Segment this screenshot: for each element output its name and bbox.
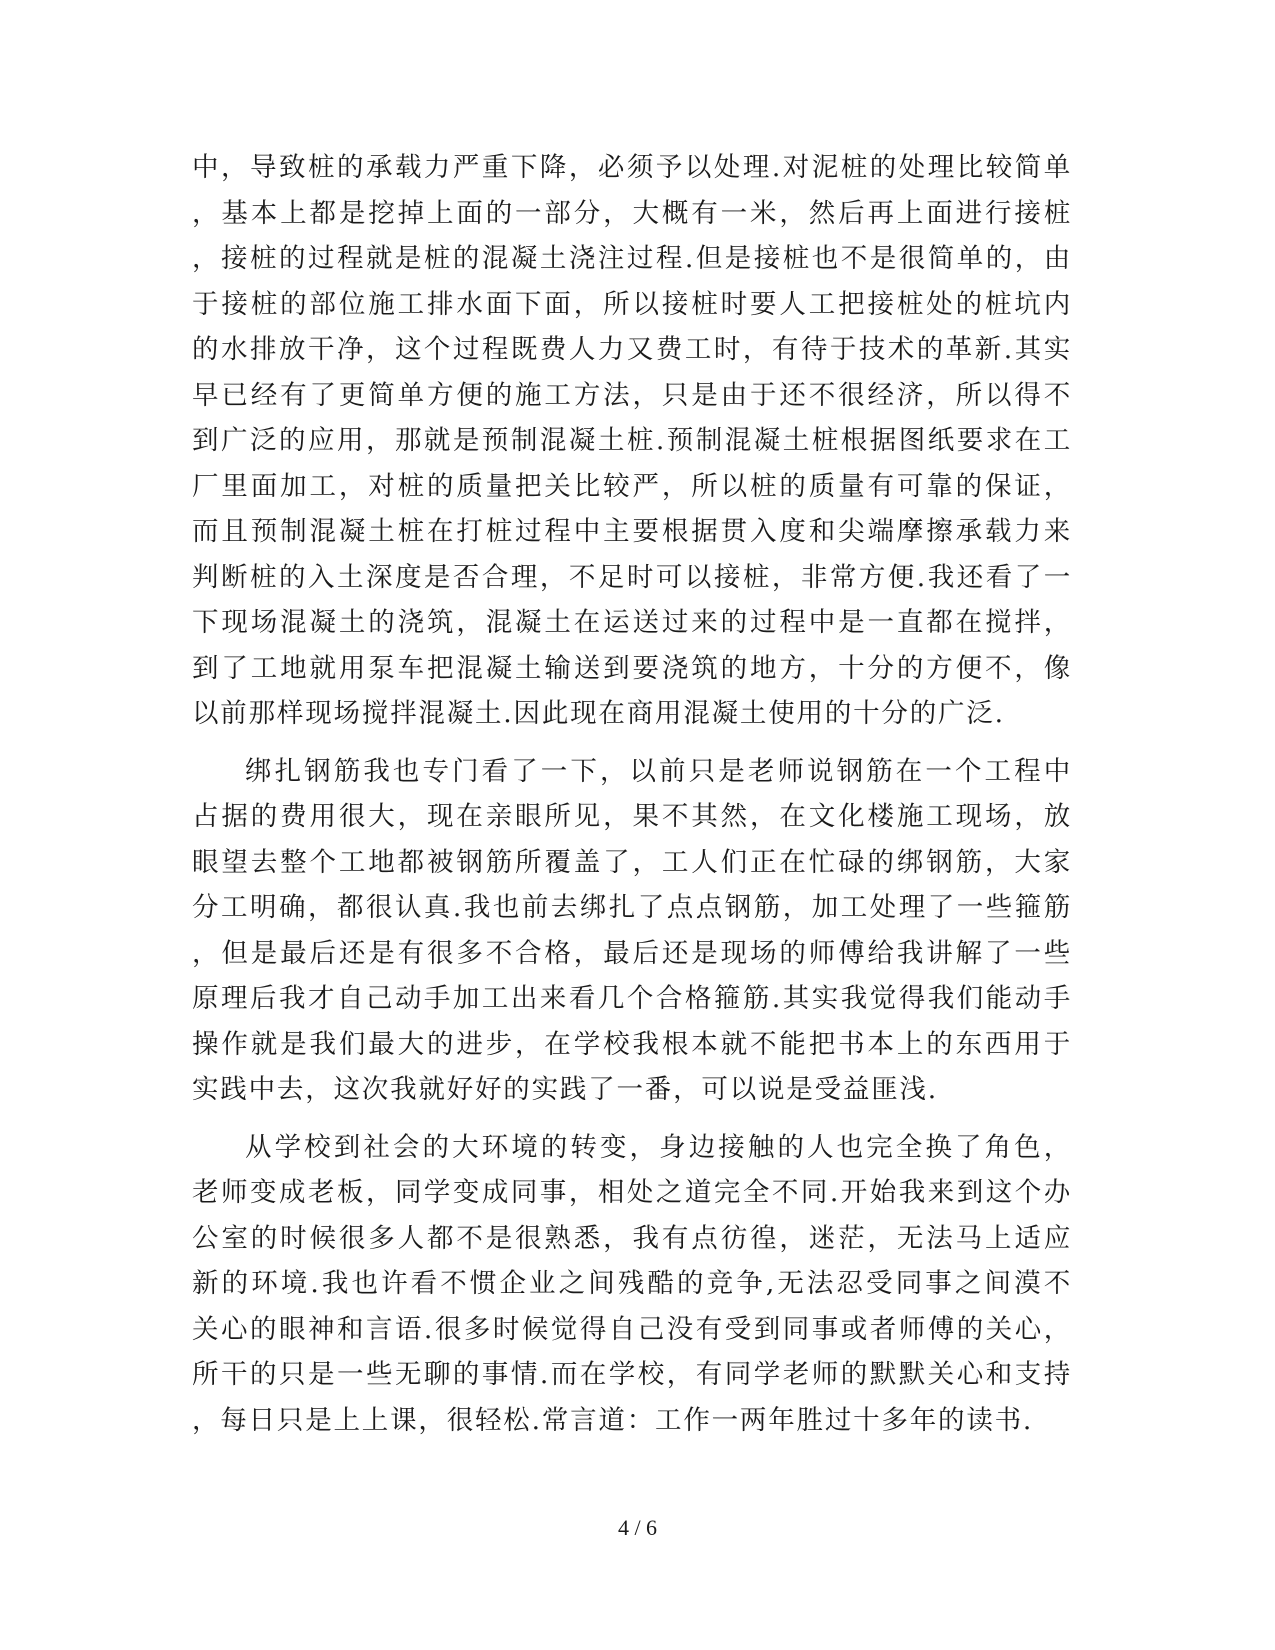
text-line: 判断桩的入土深度是否合理，不足时可以接桩，非常方便.我还看了一 <box>192 561 1072 593</box>
text-line: 于接桩的部位施工排水面下面，所以接桩时要人工把接桩处的桩坑内 <box>192 288 1072 320</box>
paragraph-school-to-society <box>192 1125 1072 1444</box>
text-line: 下现场混凝土的浇筑，混凝土在运送过来的过程中是一直都在搅拌， <box>192 607 1072 638</box>
text-line: ，每日只是上上课，很轻松.常言道：工作一两年胜过十多年的读书. <box>192 1404 1034 1436</box>
text-line: 中，导致桩的承载力严重下降，必须予以处理.对泥桩的处理比较简单 <box>192 152 1072 183</box>
text-line: ，基本上都是挖掉上面的一部分，大概有一米，然后再上面进行接桩 <box>192 197 1072 229</box>
text-line: 原理后我才自己动手加工出来看几个合格箍筋.其实我觉得我们能动手 <box>192 983 1072 1014</box>
text-line: 占据的费用很大，现在亲眼所见，果不其然，在文化楼施工现场，放 <box>192 801 1072 832</box>
text-line: 操作就是我们最大的进步，在学校我根本就不能把书本上的东西用于 <box>192 1028 1072 1060</box>
text-line: 从学校到社会的大环境的转变，身边接触的人也完全换了角色， <box>245 1131 1072 1163</box>
text-line: 以前那样现场搅拌混凝土.因此现在商用混凝土使用的十分的广泛. <box>192 698 1005 729</box>
text-line: 所干的只是一些无聊的事情.而在学校，有同学老师的默默关心和支持 <box>192 1359 1072 1390</box>
paragraph-rebar-binding <box>192 749 1072 1113</box>
text-line: 厂里面加工，对桩的质量把关比较严，所以桩的质量有可靠的保证， <box>192 470 1072 502</box>
text-line: 早已经有了更简单方便的施工方法，只是由于还不很经济，所以得不 <box>192 379 1072 411</box>
paragraph-pile-treatment <box>192 145 1072 737</box>
text-line: ，接桩的过程就是桩的混凝土浇注过程.但是接桩也不是很简单的，由 <box>192 243 1072 274</box>
text-line: 公室的时候很多人都不是很熟悉，我有点彷徨，迷茫，无法马上适应 <box>192 1222 1072 1254</box>
page-number: 4 / 6 <box>617 1515 658 1540</box>
text-line: 绑扎钢筋我也专门看了一下，以前只是老师说钢筋在一个工程中 <box>245 755 1072 787</box>
text-line: 到广泛的应用，那就是预制混凝土桩.预制混凝土桩根据图纸要求在工 <box>192 425 1072 456</box>
text-line: 实践中去，这次我就好好的实践了一番，可以说是受益匪浅. <box>192 1074 939 1105</box>
document-body <box>192 145 1072 1455</box>
text-line: 分工明确，都很认真.我也前去绑扎了点点钢筋，加工处理了一些箍筋 <box>192 892 1072 923</box>
text-line: 老师变成老板，同学变成同事，相处之道完全不同.开始我来到这个办 <box>192 1177 1072 1208</box>
text-line: 新的环境.我也许看不惯企业之间残酷的竞争,无法忍受同事之间漠不 <box>192 1268 1072 1299</box>
text-line: 关心的眼神和言语.很多时候觉得自己没有受到同事或者师傅的关心， <box>192 1313 1072 1345</box>
text-line: 而且预制混凝土桩在打桩过程中主要根据贯入度和尖端摩擦承载力来 <box>192 516 1072 547</box>
text-line: 到了工地就用泵车把混凝土输送到要浇筑的地方，十分的方便不，像 <box>192 652 1072 684</box>
text-line: 眼望去整个工地都被钢筋所覆盖了，工人们正在忙碌的绑钢筋，大家 <box>192 846 1072 878</box>
text-line: 的水排放干净，这个过程既费人力又费工时，有待于技术的革新.其实 <box>192 334 1072 365</box>
text-line: ，但是最后还是有很多不合格，最后还是现场的师傅给我讲解了一些 <box>192 937 1072 969</box>
